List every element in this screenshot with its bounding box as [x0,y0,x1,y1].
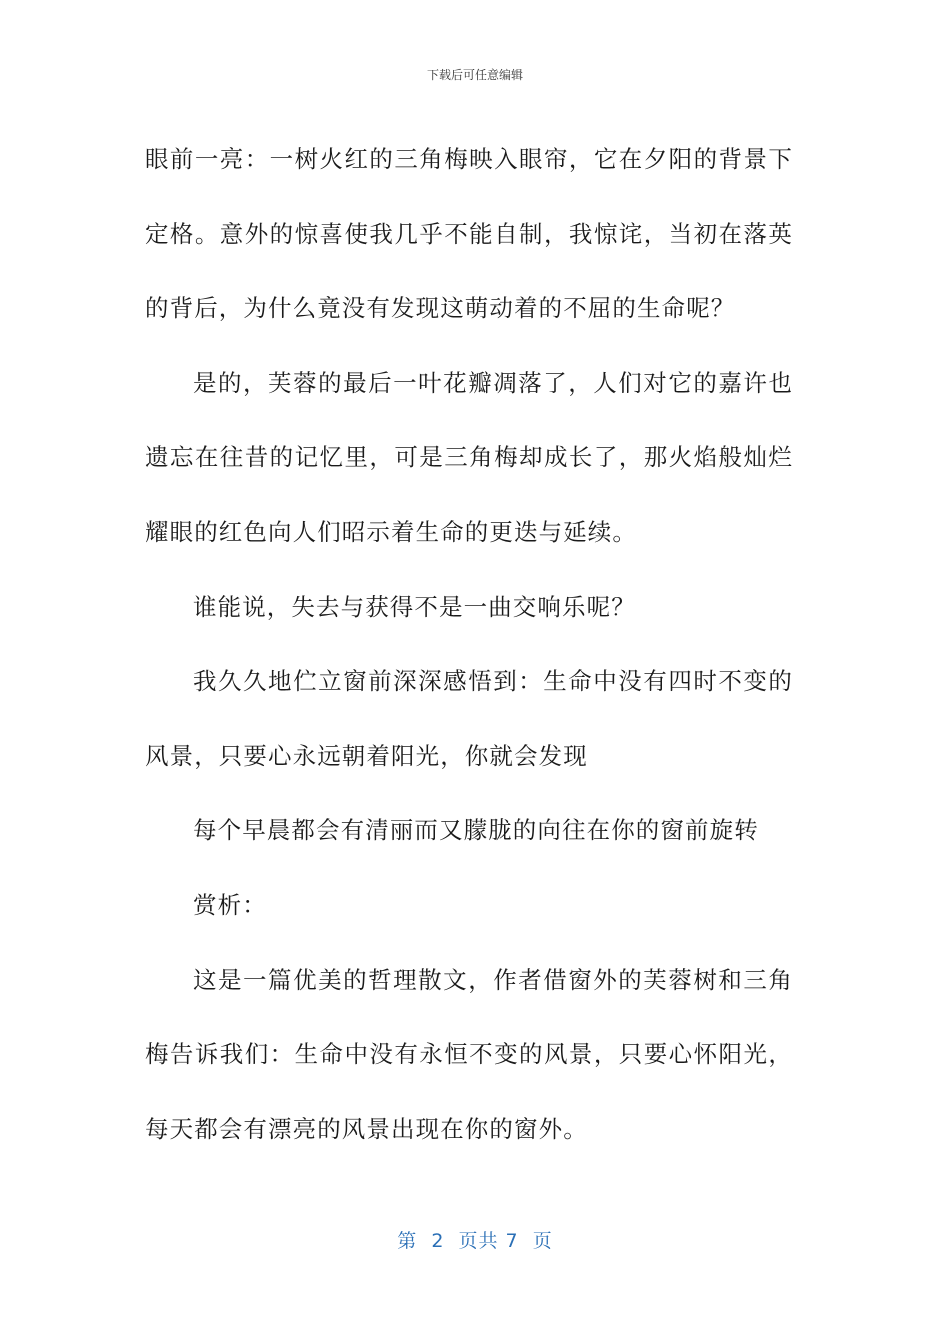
paragraph-heading-analysis: 赏析： [193,890,267,919]
page-number-footer: 第 2 页共 7 页 [397,1230,553,1252]
paragraph: 眼前一亮：一树火红的三角梅映入眼帘，它在夕阳的背景下定格。意外的惊喜使我几乎不能自制，我惊诧，当初在落英的背后，为什么竟没有发现这萌动着的不屈的生命呢？ [145,145,793,323]
page-header: 下载后可任意编辑 [426,68,523,82]
paragraph: 谁能说，失去与获得不是一曲交响乐呢？ [193,592,636,621]
document-body [145,122,793,1166]
paragraph: 这是一篇优美的哲理散文，作者借窗外的芙蓉树和三角梅告诉我们：生命中没有永恒不变的风景，只要心怀阳光，每天都会有漂亮的风景出现在你的窗外。 [145,965,793,1143]
paragraph: 我久久地伫立窗前深深感悟到：生命中没有四时不变的风景，只要心永远朝着阳光，你就会发现 [145,667,793,770]
paragraph: 每个早晨都会有清丽而又朦胧的向往在你的窗前旋转 [193,816,759,845]
paragraph: 是的，芙蓉的最后一叶花瓣凋落了，人们对它的嘉许也遗忘在往昔的记忆里，可是三角梅却成长了，那火焰般灿烂耀眼的红色向人们昭示着生命的更迭与延续。 [145,368,793,546]
